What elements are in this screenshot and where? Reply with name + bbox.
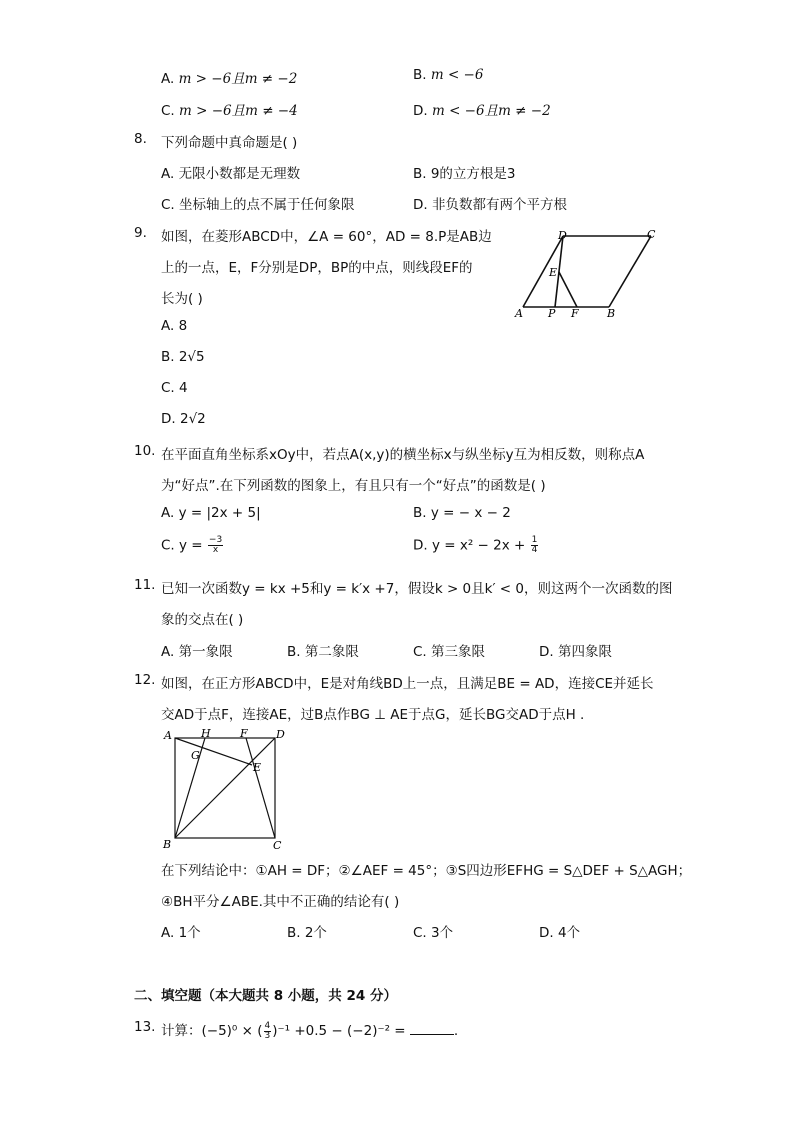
q8-stem: 下列命题中真命题是( ) <box>161 135 298 151</box>
q10-number: 10. <box>134 443 156 459</box>
q10-option-c-numerator: −3 <box>208 535 223 545</box>
q9-option-c: C. 4 <box>161 380 188 396</box>
q7-option-b <box>413 67 483 83</box>
q9-label-b: B <box>607 307 616 320</box>
q8-option-b: B. 9的立方根是3 <box>413 166 516 182</box>
q10-line-1: 在平面直角坐标系xOy中，若点A(x,y)的横坐标x与纵坐标y互为相反数，则称点A <box>161 447 645 463</box>
q7-option-b-label: B. <box>413 67 427 83</box>
q12-option-b: B. 2个 <box>287 925 327 941</box>
q11-line-2: 象的交点在( ) <box>161 612 244 628</box>
q7-option-c-text: m > −6且m ≠ −4 <box>179 103 298 119</box>
q10-option-d-prefix: D. y = x² − 2x + <box>413 537 530 554</box>
q9-number: 9. <box>134 225 147 241</box>
q10-option-d-numerator: 1 <box>531 535 538 545</box>
q13-suffix: )⁻¹ +0.5 − (−2)⁻² = <box>272 1023 410 1039</box>
q7-option-c <box>161 99 298 119</box>
q9-label-e: E <box>549 266 558 279</box>
q9-edge-bc <box>609 236 651 307</box>
q7-option-b-text: m < −6 <box>430 67 484 83</box>
q11-line-1: 已知一次函数y = kx +5和y = k′x +7，假设k > 0且k′ < 0，则这两个一次函数的图 <box>161 581 673 597</box>
q13-number: 13. <box>134 1019 156 1035</box>
q13-end: . <box>453 1023 459 1039</box>
q10-option-c <box>161 536 224 555</box>
q9-line-2: 上的一点，E，F分别是DP，BP的中点，则线段EF的 <box>161 260 473 276</box>
q10-option-c-fraction <box>208 536 223 555</box>
q12-square-figure <box>160 726 290 854</box>
q10-option-c-prefix: C. y = <box>161 537 207 554</box>
q9-line-1: 如图，在菱形ABCD中，∠A = 60°，AD = 8.P是AB边 <box>161 229 492 245</box>
q10-line-2: 为“好点”.在下列函数的图象上，有且只有一个“好点”的函数是( ) <box>161 478 546 494</box>
q9-label-f: F <box>571 307 579 320</box>
q8-option-a: A. 无限小数都是无理数 <box>161 166 301 182</box>
q10-option-a: A. y = |2x + 5| <box>161 505 261 521</box>
q7-option-d <box>413 99 551 119</box>
q9-label-a: A <box>515 307 523 320</box>
q13-answer-blank[interactable] <box>410 1022 454 1035</box>
q9-label-p: P <box>548 307 556 320</box>
q10-option-d-fraction <box>531 536 539 555</box>
q13-prefix: 计算：(−5)⁰ × ( <box>161 1023 263 1039</box>
q7-option-a <box>161 67 297 87</box>
q9-label-d: D <box>558 229 567 242</box>
q12-line-1: 如图，在正方形ABCD中，E是对角线BD上一点，且满足BE = AD，连接CE并延长 <box>161 676 654 692</box>
q7-option-c-label: C. <box>161 103 175 119</box>
q12-option-c: C. 3个 <box>413 925 454 941</box>
q12-line-2: 交AD于点F，连接AE，过B点作BG ⊥ AE于点G，延长BG交AD于点H . <box>161 707 585 723</box>
q7-option-d-label: D. <box>413 103 428 119</box>
q12-label-b: B <box>163 838 172 851</box>
q8-number: 8. <box>134 131 147 147</box>
q12-line-ae <box>175 738 252 765</box>
q13-fraction-denominator: 3 <box>264 1030 271 1041</box>
q8-option-c: C. 坐标轴上的点不属于任何象限 <box>161 197 355 213</box>
q13-fraction <box>264 1022 272 1041</box>
q11-option-b: B. 第二象限 <box>287 644 359 660</box>
q11-option-d: D. 第四象限 <box>539 644 612 660</box>
q9-segment-ef <box>559 272 577 307</box>
q7-option-a-label: A. <box>161 71 175 87</box>
q11-number: 11. <box>134 577 156 593</box>
q11-option-a: A. 第一象限 <box>161 644 233 660</box>
q13-expression <box>161 1019 458 1041</box>
q12-line-4: ④BH平分∠ABE.其中不正确的结论有( ) <box>161 894 400 910</box>
q9-rhombus-figure <box>505 224 665 324</box>
q9-option-b: B. 2√5 <box>161 349 205 365</box>
q12-line-3: 在下列结论中：①AH = DF；②∠AEF = 45°；③S四边形EFHG = S△DEF + S△AGH； <box>161 863 692 879</box>
q9-label-c: C <box>647 228 656 241</box>
q7-option-a-text: m > −6且m ≠ −2 <box>178 71 298 87</box>
q12-option-a: A. 1个 <box>161 925 201 941</box>
q10-option-c-denominator: x <box>212 545 219 555</box>
q12-label-d: D <box>276 728 285 741</box>
q10-option-b: B. y = − x − 2 <box>413 505 511 521</box>
q12-number: 12. <box>134 672 156 688</box>
q11-option-c: C. 第三象限 <box>413 644 486 660</box>
q9-line-3: 长为( ) <box>161 291 203 307</box>
q12-label-c: C <box>273 839 282 852</box>
q12-label-h: H <box>201 727 211 740</box>
q12-label-e: E <box>253 761 262 774</box>
q12-option-d: D. 4个 <box>539 925 581 941</box>
q8-option-d: D. 非负数都有两个平方根 <box>413 197 567 213</box>
section-2-title: 二、填空题（本大题共 8 小题，共 24 分） <box>134 988 397 1004</box>
q7-option-d-text: m < −6且m ≠ −2 <box>431 103 551 119</box>
q9-option-d: D. 2√2 <box>161 411 206 427</box>
q10-option-d-denominator: 4 <box>531 545 538 555</box>
q10-option-d <box>413 536 539 555</box>
q9-option-a: A. 8 <box>161 318 188 334</box>
q12-label-a: A <box>164 729 172 742</box>
q12-label-f: F <box>240 727 248 740</box>
q13-fraction-numerator: 4 <box>264 1020 271 1031</box>
q12-label-g: G <box>191 749 200 762</box>
